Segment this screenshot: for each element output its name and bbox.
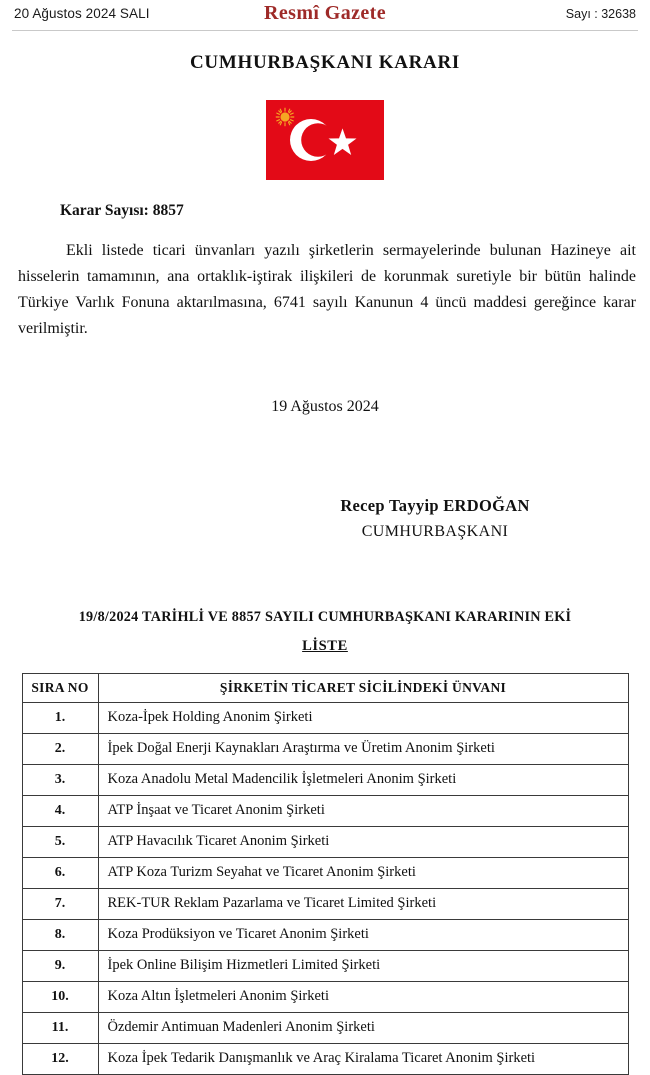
- cell-company-name: İpek Doğal Enerji Kaynakları Araştırma ve Üretim Anonim Şirketi: [98, 733, 628, 764]
- column-header-sira-no: SIRA NO: [22, 673, 98, 702]
- table-body: [22, 702, 628, 1074]
- signature-block: [0, 496, 650, 541]
- table-row: [22, 981, 628, 1012]
- cell-company-name: İpek Online Bilişim Hizmetleri Limited Şirketi: [98, 950, 628, 981]
- annex-heading: [0, 609, 650, 655]
- table-row: [22, 702, 628, 733]
- masthead-date: 20 Ağustos 2024 SALI: [14, 6, 150, 21]
- masthead-issue-number: Sayı : 32638: [565, 7, 636, 21]
- table-row: [22, 795, 628, 826]
- cell-company-name: Koza Altın İşletmeleri Anonim Şirketi: [98, 981, 628, 1012]
- cell-sira-no: 10.: [22, 981, 98, 1012]
- turkish-flag-icon: [266, 100, 384, 180]
- cell-sira-no: 7.: [22, 888, 98, 919]
- table-row: [22, 826, 628, 857]
- table-row: [22, 1012, 628, 1043]
- document-heading: CUMHURBAŞKANI KARARI: [190, 52, 460, 73]
- cell-company-name: ATP Havacılık Ticaret Anonim Şirketi: [98, 826, 628, 857]
- company-list-table: [22, 673, 629, 1075]
- masthead-title: Resmî Gazete: [264, 2, 386, 24]
- decision-number: Karar Sayısı: 8857: [60, 202, 184, 219]
- masthead: [0, 0, 650, 30]
- table-header-row: [22, 673, 628, 702]
- cell-company-name: Koza İpek Tedarik Danışmanlık ve Araç Kiralama Ticaret Anonim Şirketi: [98, 1043, 628, 1074]
- cell-company-name: Koza Anadolu Metal Madencilik İşletmeleri Anonim Şirketi: [98, 764, 628, 795]
- cell-company-name: REK-TUR Reklam Pazarlama ve Ticaret Limited Şirketi: [98, 888, 628, 919]
- cell-sira-no: 5.: [22, 826, 98, 857]
- table-row: [22, 888, 628, 919]
- cell-sira-no: 1.: [22, 702, 98, 733]
- decision-body-text: Ekli listede ticari ünvanları yazılı şirketlerin sermayelerinde bulunan Hazineye ait hisselerin tamamının, ana ortaklık-iştirak ilişkileri de korunmak suretiyle bir bütün halinde Türkiye Varlık Fonuna aktarılmasına, 6741 sayılı Kanunun 4 üncü maddesi gereğince karar verilmiştir.: [18, 242, 636, 337]
- cell-sira-no: 2.: [22, 733, 98, 764]
- sun-emblem-icon: [276, 108, 294, 126]
- table-row: [22, 857, 628, 888]
- cell-sira-no: 3.: [22, 764, 98, 795]
- cell-sira-no: 4.: [22, 795, 98, 826]
- masthead-divider: [12, 30, 638, 31]
- signer-title: CUMHURBAŞKANI: [361, 522, 509, 540]
- table-row: [22, 764, 628, 795]
- emblem-container: [0, 100, 650, 180]
- signer-name: Recep Tayyip ERDOĞAN: [340, 495, 530, 515]
- cell-sira-no: 8.: [22, 919, 98, 950]
- decision-date: 19 Ağustos 2024: [271, 397, 379, 415]
- cell-sira-no: 6.: [22, 857, 98, 888]
- cell-sira-no: 9.: [22, 950, 98, 981]
- table-row: [22, 1043, 628, 1074]
- annex-title: LİSTE: [302, 637, 348, 654]
- cell-company-name: ATP Koza Turizm Seyahat ve Ticaret Anonim Şirketi: [98, 857, 628, 888]
- table-row: [22, 733, 628, 764]
- cell-company-name: ATP İnşaat ve Ticaret Anonim Şirketi: [98, 795, 628, 826]
- cell-company-name: Koza-İpek Holding Anonim Şirketi: [98, 702, 628, 733]
- cell-sira-no: 11.: [22, 1012, 98, 1043]
- cell-sira-no: 12.: [22, 1043, 98, 1074]
- column-header-unvan: ŞİRKETİN TİCARET SİCİLİNDEKİ ÜNVANI: [98, 673, 628, 702]
- cell-company-name: Koza Prodüksiyon ve Ticaret Anonim Şirketi: [98, 919, 628, 950]
- table-row: [22, 919, 628, 950]
- table-row: [22, 950, 628, 981]
- annex-reference-line: 19/8/2024 TARİHLİ VE 8857 SAYILI CUMHURBAŞKANI KARARININ EKİ: [78, 608, 572, 625]
- cell-company-name: Özdemir Antimuan Madenleri Anonim Şirketi: [98, 1012, 628, 1043]
